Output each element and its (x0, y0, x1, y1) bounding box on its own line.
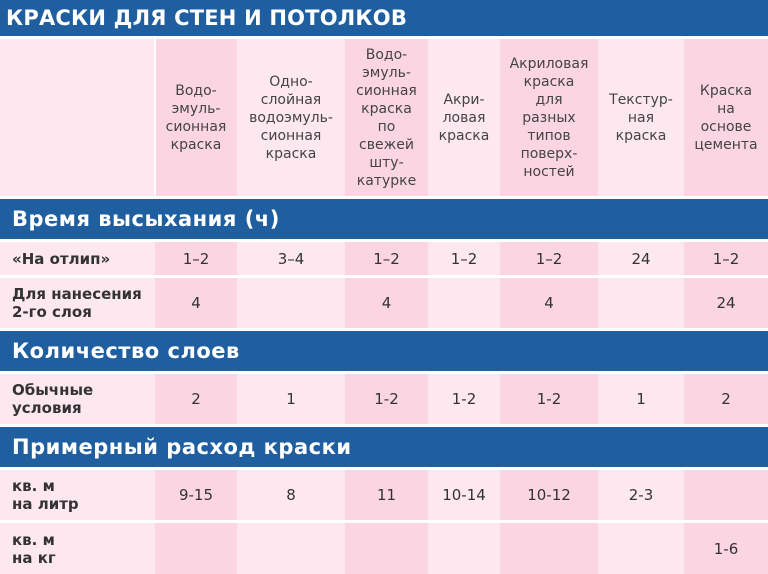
table-cell (237, 278, 345, 328)
table-cell: 9-15 (155, 470, 237, 520)
table-cell: 24 (598, 242, 684, 275)
table-cell: 2 (684, 374, 768, 424)
table-cell: 24 (684, 278, 768, 328)
table-cell: 10-12 (500, 470, 598, 520)
row-label: Для нанесения 2-го слоя (0, 278, 155, 328)
table-cell (345, 523, 428, 574)
table-cell: 10-14 (428, 470, 500, 520)
table-cell: 1-2 (345, 374, 428, 424)
row-label: «На отлип» (0, 242, 155, 275)
col-header: Акри- ловая краска (428, 39, 500, 196)
col-header: Водо- эмуль- сионная краска по свежей шту- катурке (345, 39, 428, 196)
table-cell: 3–4 (237, 242, 345, 275)
table-cell: 2 (155, 374, 237, 424)
table-cell: 1 (237, 374, 345, 424)
table-cell: 2-3 (598, 470, 684, 520)
section-title: Количество слоев (0, 331, 768, 371)
table-cell (428, 523, 500, 574)
col-header: Одно- слойная водоэмуль- сионная краска (237, 39, 345, 196)
row-label: кв. м на литр (0, 470, 155, 520)
table-cell: 1-6 (684, 523, 768, 574)
col-header: Водо- эмуль- сионная краска (155, 39, 237, 196)
table-cell: 1–2 (155, 242, 237, 275)
table-cell: 1–2 (428, 242, 500, 275)
table-cell: 1–2 (684, 242, 768, 275)
table-title: КРАСКИ ДЛЯ СТЕН И ПОТОЛКОВ (0, 0, 768, 36)
table-cell: 1-2 (500, 374, 598, 424)
table-cell: 1-2 (428, 374, 500, 424)
col-header: Текстур- ная краска (598, 39, 684, 196)
corner-cell (0, 39, 155, 196)
row-label: Обычные условия (0, 374, 155, 424)
col-header: Акриловая краска для разных типов поверх- ностей (500, 39, 598, 196)
table-cell: 1–2 (500, 242, 598, 275)
table-cell (598, 523, 684, 574)
table-cell: 8 (237, 470, 345, 520)
col-header: Краска на основе цемента (684, 39, 768, 196)
table-cell (237, 523, 345, 574)
table-cell (500, 523, 598, 574)
table-cell (428, 278, 500, 328)
table-cell (598, 278, 684, 328)
section-title: Примерный расход краски (0, 427, 768, 467)
table-cell: 11 (345, 470, 428, 520)
table-cell: 1–2 (345, 242, 428, 275)
section-title: Время высыхания (ч) (0, 199, 768, 239)
row-label: кв. м на кг (0, 523, 155, 574)
table-cell: 4 (155, 278, 237, 328)
table-cell (155, 523, 237, 574)
table-cell: 4 (500, 278, 598, 328)
table-cell (684, 470, 768, 520)
table-cell: 1 (598, 374, 684, 424)
table-cell: 4 (345, 278, 428, 328)
